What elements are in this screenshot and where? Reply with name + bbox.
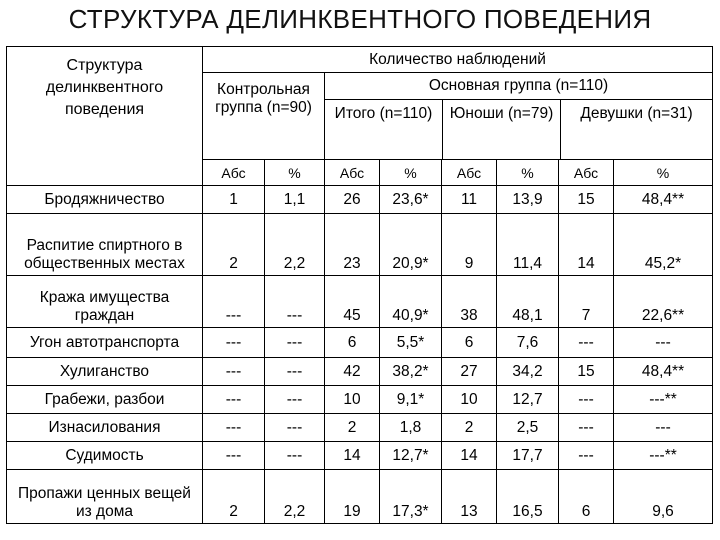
table-cell: 13,9 xyxy=(497,186,559,214)
header-abs: Абс xyxy=(203,160,265,186)
table-cell: --- xyxy=(203,386,265,414)
table-cell: 12,7 xyxy=(497,386,559,414)
row-label: Кража имущества граждан xyxy=(7,276,203,328)
table-cell: 2,2 xyxy=(265,214,325,276)
table-cell: --- xyxy=(265,358,325,386)
table-cell: 14 xyxy=(325,442,380,470)
row-label: Хулиганство xyxy=(7,358,203,386)
table-cell: 2 xyxy=(442,414,497,442)
table-cell: 26 xyxy=(325,186,380,214)
table-body xyxy=(7,186,713,524)
table-cell: 48,4** xyxy=(614,358,713,386)
table-cell: --- xyxy=(265,442,325,470)
table-cell: 9,1* xyxy=(380,386,442,414)
table-cell: 13 xyxy=(442,470,497,524)
table-cell: --- xyxy=(265,414,325,442)
table-cell: --- xyxy=(203,414,265,442)
table-row xyxy=(7,276,713,328)
table-cell: 15 xyxy=(559,358,614,386)
table-cell: 11,4 xyxy=(497,214,559,276)
table-cell: 2,5 xyxy=(497,414,559,442)
table-cell: 45,2* xyxy=(614,214,713,276)
table-row xyxy=(7,442,713,470)
table-cell: 17,3* xyxy=(380,470,442,524)
table-cell: 11 xyxy=(442,186,497,214)
table-cell: --- xyxy=(203,358,265,386)
table-cell: 14 xyxy=(559,214,614,276)
table-cell: 16,5 xyxy=(497,470,559,524)
row-label: Грабежи, разбои xyxy=(7,386,203,414)
table-cell: --- xyxy=(265,276,325,328)
table-cell: 6 xyxy=(325,328,380,358)
table-cell: 34,2 xyxy=(497,358,559,386)
table-cell: 12,7* xyxy=(380,442,442,470)
table-cell: ---** xyxy=(614,386,713,414)
table-cell: 6 xyxy=(559,470,614,524)
table-cell: --- xyxy=(265,386,325,414)
table-cell: 9 xyxy=(442,214,497,276)
table-row xyxy=(7,186,713,214)
row-label: Распитие спиртного в общественных местах xyxy=(7,214,203,276)
table-cell: 23,6* xyxy=(380,186,442,214)
table-cell: 48,4** xyxy=(614,186,713,214)
table-cell: 5,5* xyxy=(380,328,442,358)
table-cell: 2 xyxy=(203,214,265,276)
table-cell: 27 xyxy=(442,358,497,386)
table-cell: 38 xyxy=(442,276,497,328)
table-cell: ---** xyxy=(614,442,713,470)
table-cell: 2 xyxy=(203,470,265,524)
header-abs: Абс xyxy=(442,160,497,186)
delinquency-table xyxy=(6,46,713,524)
header-total: Итого (n=110) xyxy=(325,100,443,159)
table-cell: --- xyxy=(203,276,265,328)
table-cell: 7,6 xyxy=(497,328,559,358)
table-cell: 1 xyxy=(203,186,265,214)
row-label: Бродяжничество xyxy=(7,186,203,214)
table-row xyxy=(7,386,713,414)
table-row xyxy=(7,470,713,524)
row-label: Пропажи ценных вещей из дома xyxy=(7,470,203,524)
table-cell: 14 xyxy=(442,442,497,470)
table-row xyxy=(7,414,713,442)
header-boys: Юноши (n=79) xyxy=(443,100,561,159)
table-cell: 45 xyxy=(325,276,380,328)
table-cell: --- xyxy=(203,442,265,470)
table-cell: 17,7 xyxy=(497,442,559,470)
table-cell: 38,2* xyxy=(380,358,442,386)
table-row xyxy=(7,328,713,358)
row-label: Изнасилования xyxy=(7,414,203,442)
header-pct: % xyxy=(380,160,442,186)
table-cell: 1,1 xyxy=(265,186,325,214)
table-cell: 2 xyxy=(325,414,380,442)
table-cell: --- xyxy=(614,414,713,442)
table-cell: 7 xyxy=(559,276,614,328)
header-main-group: Основная группа (n=110) xyxy=(325,73,712,100)
header-abs: Абс xyxy=(325,160,380,186)
table-cell: 10 xyxy=(442,386,497,414)
table-cell: --- xyxy=(614,328,713,358)
table-cell: --- xyxy=(559,386,614,414)
header-observations: Количество наблюдений xyxy=(203,47,713,73)
table-cell: 6 xyxy=(442,328,497,358)
header-main-group-cell xyxy=(325,73,713,160)
table-cell: 40,9* xyxy=(380,276,442,328)
table-cell: 10 xyxy=(325,386,380,414)
table-cell: --- xyxy=(265,328,325,358)
page-title: СТРУКТУРА ДЕЛИНКВЕНТНОГО ПОВЕДЕНИЯ xyxy=(68,4,652,34)
table-cell: 42 xyxy=(325,358,380,386)
header-control-group: Контрольная группа (n=90) xyxy=(203,73,325,160)
table-cell: 9,6 xyxy=(614,470,713,524)
table-cell: --- xyxy=(559,414,614,442)
table-cell: --- xyxy=(203,328,265,358)
table-cell: 20,9* xyxy=(380,214,442,276)
row-label: Судимость xyxy=(7,442,203,470)
table-cell: 23 xyxy=(325,214,380,276)
table-cell: 22,6** xyxy=(614,276,713,328)
header-structure: Структура делинквентного поведения xyxy=(7,47,203,186)
table-cell: --- xyxy=(559,328,614,358)
header-girls: Девушки (n=31) xyxy=(580,105,693,122)
header-abs: Абс xyxy=(559,160,614,186)
table-row xyxy=(7,358,713,386)
row-label: Угон автотранспорта xyxy=(7,328,203,358)
table-cell: --- xyxy=(559,442,614,470)
header-pct: % xyxy=(265,160,325,186)
header-pct: % xyxy=(497,160,559,186)
table-cell: 2,2 xyxy=(265,470,325,524)
table-cell: 15 xyxy=(559,186,614,214)
table-cell: 19 xyxy=(325,470,380,524)
header-pct: % xyxy=(614,160,713,186)
table-cell: 1,8 xyxy=(380,414,442,442)
table-row xyxy=(7,214,713,276)
table-cell: 48,1 xyxy=(497,276,559,328)
